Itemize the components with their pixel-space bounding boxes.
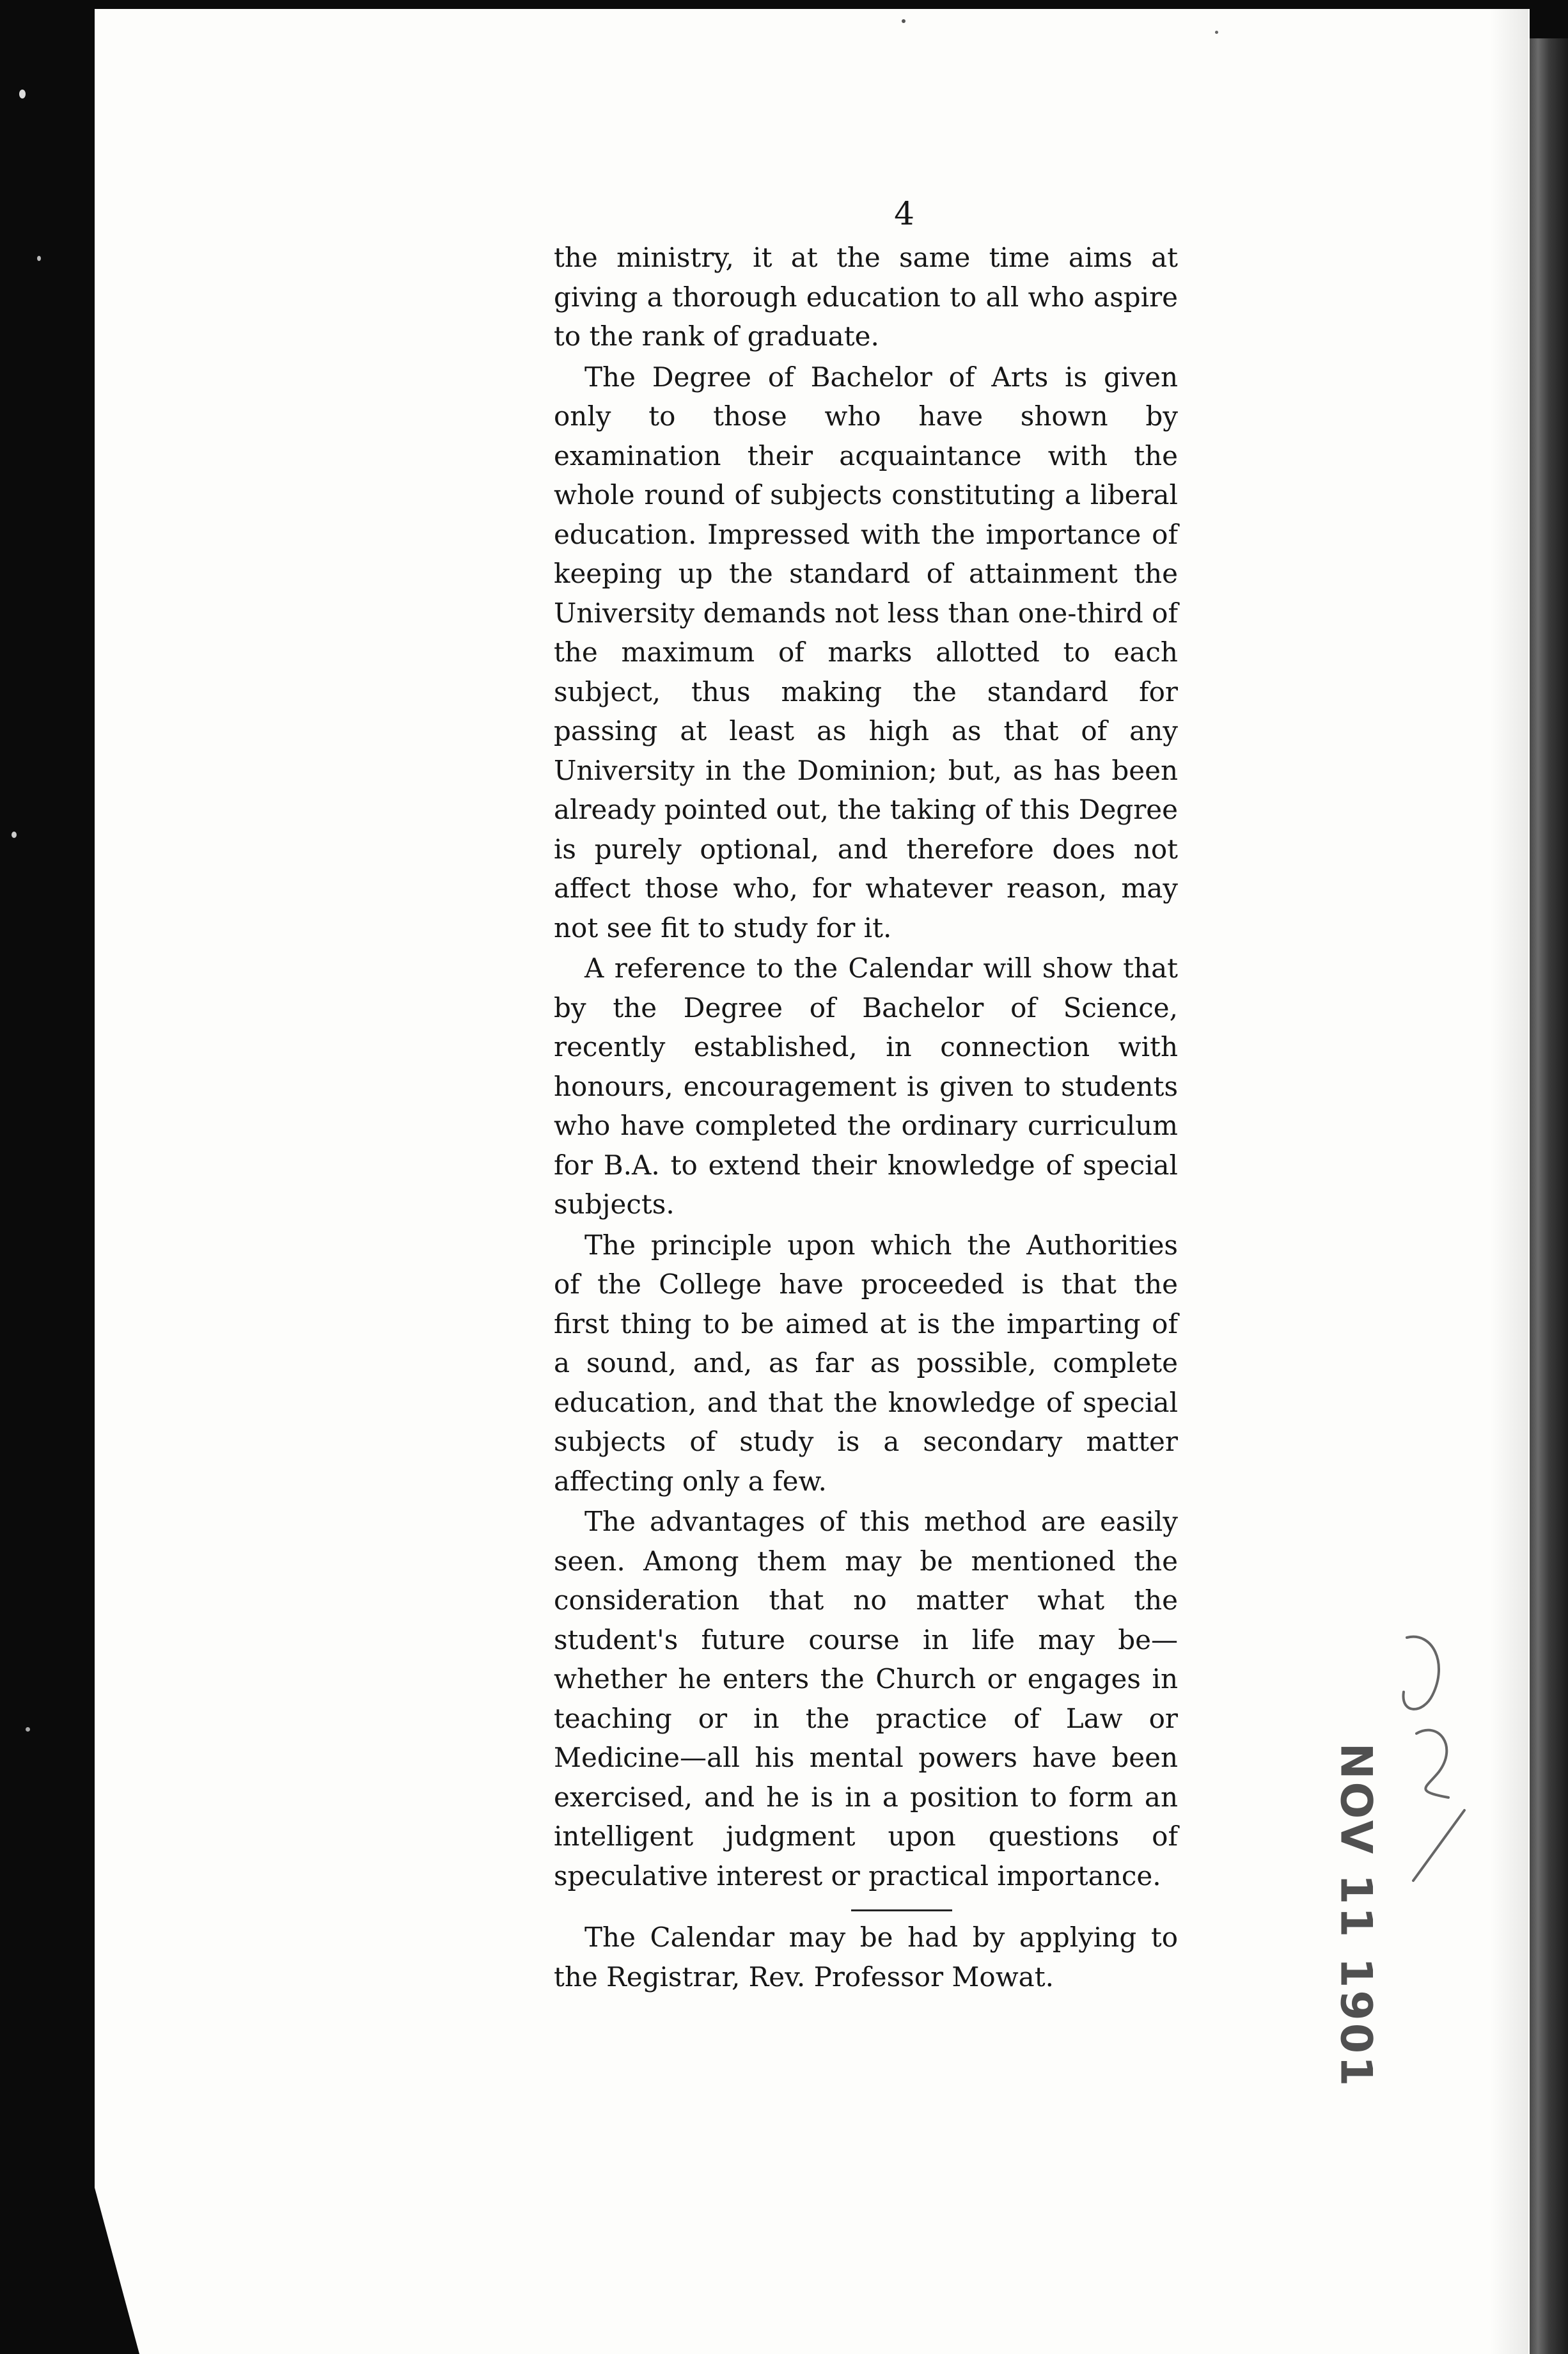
scan-speck — [1215, 31, 1218, 34]
paragraph: the ministry, it at the same time aims at giving a thorough education to all who aspire to the rank of graduate. — [554, 242, 1178, 352]
scan-speck — [26, 1727, 30, 1732]
page-edge-shadow — [1490, 9, 1528, 2354]
page-text — [554, 192, 1178, 1996]
page-number: 4 — [894, 195, 914, 232]
scan-speck — [902, 19, 906, 23]
paragraph: The principle upon which the Authorities of the College have proceeded is that the first thing to be aimed at is the imparting of a sound, and, as far as possible, complete education, and that the knowledge of special subjects of study is a secondary matter affecting only a few. — [554, 1229, 1178, 1497]
pencil-note — [1388, 1625, 1496, 1919]
scan-speck — [12, 832, 17, 838]
paragraph: The advantages of this method are easily seen. Among them may be mentioned the consideration that no matter what the student's future course in life may be—whether he enters the Church or engages in teaching or in the practice of Law or Medicine—all his mental powers have been exercised, and he is in a position to form an intelligent judgment upon questions of speculative interest or practical importance. — [554, 1506, 1178, 1892]
scan-speck — [37, 256, 41, 261]
paragraph: A reference to the Calendar will show that by the Degree of Bachelor of Science, recently established, in connection with honours, encouragement is given to students who have completed the ordinary curriculum for B.A. to extend their knowledge of special subjects. — [554, 952, 1178, 1220]
date-stamp-text: NOV 11 1901 — [1330, 1742, 1381, 2089]
footer-note: The Calendar may be had by applying to the Registrar, Rev. Professor Mowat. — [554, 1922, 1178, 1993]
scan-speck — [19, 90, 26, 99]
section-divider — [851, 1909, 952, 1911]
paragraph: The Degree of Bachelor of Arts is given only to those who have shown by examination their acquaintance with the whole round of subjects constituting a liberal education. Impressed with the importance of keeping up the standard of attainment the University demands not less than one-third of the maximum of marks allotted to each subject, thus making the standard for passing at least as high as that of any University in the Dominion; but, as has been already pointed out, the taking of this Degree is purely optional, and therefore does not affect those who, for whatever reason, may not see fit to study for it. — [554, 361, 1178, 944]
